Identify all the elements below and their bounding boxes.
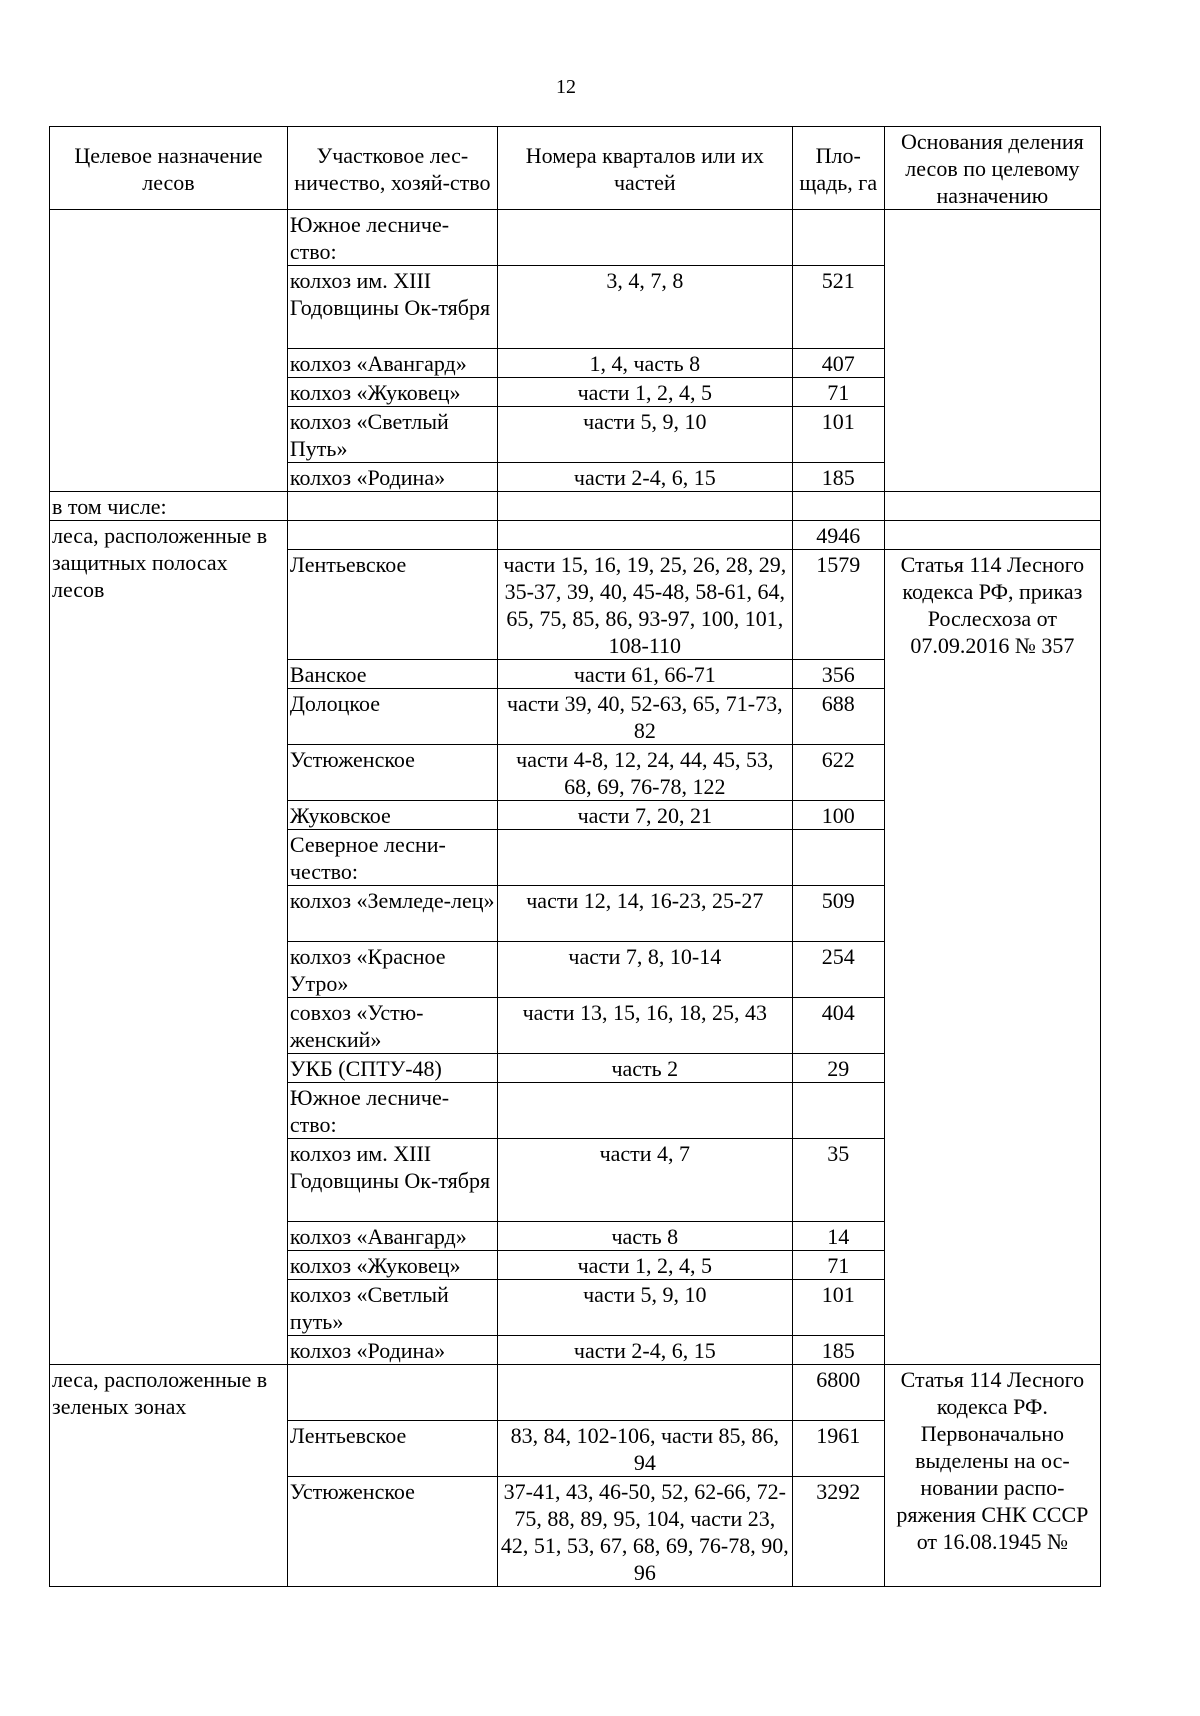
unit-cell: Южное лесниче-ство: xyxy=(287,1083,497,1139)
unit-cell: УКБ (СПТУ-48) xyxy=(287,1054,497,1083)
quarters-cell: части 13, 15, 16, 18, 25, 43 xyxy=(497,998,792,1054)
quarters-cell xyxy=(497,492,792,521)
unit-cell: колхоз «Авангард» xyxy=(287,1222,497,1251)
table-header-row xyxy=(50,127,1101,210)
area-cell: 4946 xyxy=(792,521,884,550)
area-cell: 185 xyxy=(792,1336,884,1365)
unit-cell: колхоз «Родина» xyxy=(287,463,497,492)
basis-cell-protective-belts: Статья 114 Лесного кодекса РФ, приказ Рослесхоза от 07.09.2016 № 357 xyxy=(884,550,1100,1365)
quarters-cell: части 61, 66-71 xyxy=(497,660,792,689)
quarters-cell: 1, 4, часть 8 xyxy=(497,349,792,378)
table-row xyxy=(50,1365,1101,1421)
unit-cell: Северное лесни-чество: xyxy=(287,830,497,886)
header-quarters: Номера кварталов или их частей xyxy=(497,127,792,210)
table-row xyxy=(50,492,1101,521)
forest-allocation-table xyxy=(49,126,1101,1587)
area-cell: 254 xyxy=(792,942,884,998)
quarters-cell xyxy=(497,830,792,886)
quarters-cell xyxy=(497,1083,792,1139)
purpose-cell: в том числе: xyxy=(50,492,288,521)
area-cell: 71 xyxy=(792,1251,884,1280)
page-number: 12 xyxy=(556,76,576,98)
quarters-cell: 3, 4, 7, 8 xyxy=(497,266,792,349)
unit-cell: Устюженское xyxy=(287,745,497,801)
quarters-cell: части 39, 40, 52-63, 65, 71-73, 82 xyxy=(497,689,792,745)
area-cell: 29 xyxy=(792,1054,884,1083)
unit-cell: колхоз «Родина» xyxy=(287,1336,497,1365)
unit-cell: колхоз «Красное Утро» xyxy=(287,942,497,998)
area-cell: 35 xyxy=(792,1139,884,1222)
header-purpose: Целевое назначение лесов xyxy=(50,127,288,210)
table-row xyxy=(50,210,1101,266)
unit-cell: колхоз «Авангард» xyxy=(287,349,497,378)
area-cell: 14 xyxy=(792,1222,884,1251)
header-area: Пло-щадь, га xyxy=(792,127,884,210)
area-cell xyxy=(792,210,884,266)
area-cell: 101 xyxy=(792,1280,884,1336)
area-cell xyxy=(792,830,884,886)
unit-cell xyxy=(287,521,497,550)
unit-cell: колхоз «Земледе-лец» xyxy=(287,886,497,942)
quarters-cell: части 1, 2, 4, 5 xyxy=(497,378,792,407)
unit-cell: Южное лесниче-ство: xyxy=(287,210,497,266)
area-cell: 509 xyxy=(792,886,884,942)
basis-cell-green-zones: Статья 114 Лесного кодекса РФ. Первоначально выделены на ос-новании распо-ряжения СНК СССР от 16.08.1945 № xyxy=(884,1365,1100,1587)
unit-cell: Ванское xyxy=(287,660,497,689)
basis-cell xyxy=(884,521,1100,550)
quarters-cell: 83, 84, 102-106, части 85, 86, 94 xyxy=(497,1421,792,1477)
quarters-cell: части 7, 20, 21 xyxy=(497,801,792,830)
unit-cell: колхоз «Жуковец» xyxy=(287,1251,497,1280)
unit-cell: колхоз «Светлый путь» xyxy=(287,1280,497,1336)
area-cell: 407 xyxy=(792,349,884,378)
unit-cell xyxy=(287,1365,497,1421)
area-cell: 100 xyxy=(792,801,884,830)
area-cell: 1961 xyxy=(792,1421,884,1477)
quarters-cell: части 12, 14, 16-23, 25-27 xyxy=(497,886,792,942)
area-cell xyxy=(792,492,884,521)
quarters-cell xyxy=(497,210,792,266)
unit-cell: Устюженское xyxy=(287,1477,497,1587)
header-basis: Основания деления лесов по целевому назначению xyxy=(884,127,1100,210)
area-cell: 688 xyxy=(792,689,884,745)
quarters-cell: части 7, 8, 10-14 xyxy=(497,942,792,998)
basis-cell xyxy=(884,210,1100,492)
unit-cell: Жуковское xyxy=(287,801,497,830)
quarters-cell xyxy=(497,521,792,550)
quarters-cell: части 5, 9, 10 xyxy=(497,407,792,463)
basis-cell xyxy=(884,492,1100,521)
purpose-cell xyxy=(50,210,288,492)
area-cell: 622 xyxy=(792,745,884,801)
unit-cell: Лентьевское xyxy=(287,550,497,660)
area-cell: 356 xyxy=(792,660,884,689)
unit-cell xyxy=(287,492,497,521)
purpose-cell-green-zones: леса, расположенные в зеленых зонах xyxy=(50,1365,288,1587)
unit-cell: колхоз «Жуковец» xyxy=(287,378,497,407)
area-cell: 71 xyxy=(792,378,884,407)
unit-cell: Долоцкое xyxy=(287,689,497,745)
area-cell: 1579 xyxy=(792,550,884,660)
unit-cell: колхоз «Светлый Путь» xyxy=(287,407,497,463)
quarters-cell: части 15, 16, 19, 25, 26, 28, 29, 35-37, 39, 40, 45-48, 58-61, 64, 65, 75, 85, 86, 93-97, 100, 101, 108-110 xyxy=(497,550,792,660)
table-row xyxy=(50,521,1101,550)
area-cell: 521 xyxy=(792,266,884,349)
quarters-cell xyxy=(497,1365,792,1421)
quarters-cell: части 5, 9, 10 xyxy=(497,1280,792,1336)
quarters-cell: части 2-4, 6, 15 xyxy=(497,1336,792,1365)
area-cell: 6800 xyxy=(792,1365,884,1421)
quarters-cell: 37-41, 43, 46-50, 52, 62-66, 72-75, 88, 89, 95, 104, части 23, 42, 51, 53, 67, 68, 69, 76-78, 90, 96 xyxy=(497,1477,792,1587)
header-unit: Участковое лес-ничество, хозяй-ство xyxy=(287,127,497,210)
unit-cell: совхоз «Устю-женский» xyxy=(287,998,497,1054)
area-cell xyxy=(792,1083,884,1139)
quarters-cell: части 4-8, 12, 24, 44, 45, 53, 68, 69, 76-78, 122 xyxy=(497,745,792,801)
unit-cell: колхоз им. XIII Годовщины Ок-тября xyxy=(287,266,497,349)
quarters-cell: часть 8 xyxy=(497,1222,792,1251)
purpose-cell-protective-belts: леса, расположенные в защитных полосах лесов xyxy=(50,521,288,1365)
unit-cell: колхоз им. XIII Годовщины Ок-тября xyxy=(287,1139,497,1222)
area-cell: 185 xyxy=(792,463,884,492)
quarters-cell: части 1, 2, 4, 5 xyxy=(497,1251,792,1280)
area-cell: 101 xyxy=(792,407,884,463)
quarters-cell: части 4, 7 xyxy=(497,1139,792,1222)
unit-cell: Лентьевское xyxy=(287,1421,497,1477)
quarters-cell: часть 2 xyxy=(497,1054,792,1083)
quarters-cell: части 2-4, 6, 15 xyxy=(497,463,792,492)
area-cell: 404 xyxy=(792,998,884,1054)
area-cell: 3292 xyxy=(792,1477,884,1587)
